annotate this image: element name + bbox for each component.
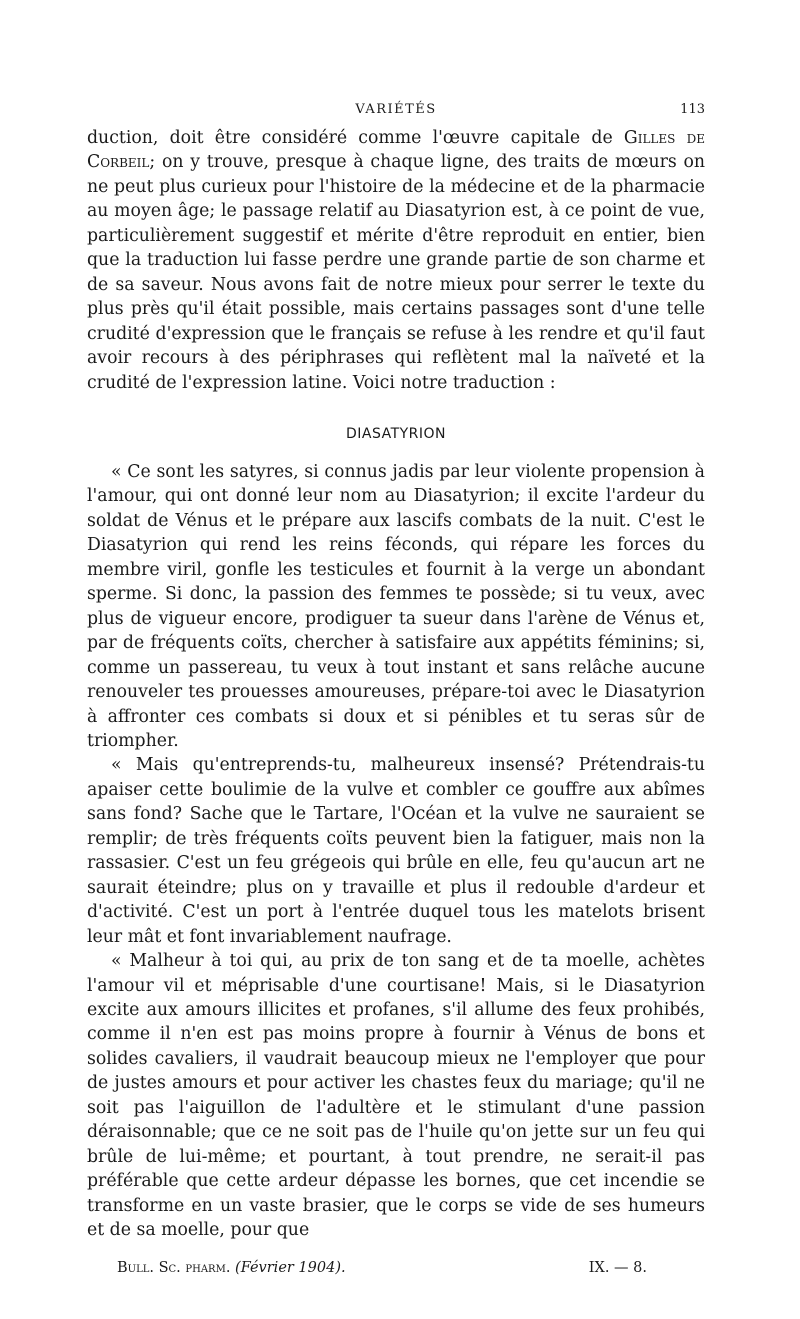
intro-text-before: duction, doit être considéré comme l'œuvre capitale de bbox=[87, 128, 624, 148]
journal-abbrev: Bull. Sc. pharm. bbox=[117, 1260, 231, 1276]
intro-text-after: ; on y trouve, presque à chaque ligne, des traits de mœurs on ne peut plus curieux pour l'histoire de la médecine et de la pharmacie au moyen âge; le passage relatif au Diasatyrion est, à ce point de vue, particulièrement suggestif et mérite d'être reproduit en entier, bien que la traduction lui fasse perdre une grande partie de son charme et de sa saveur. Nous avons fait de notre mieux pour serrer le texte du plus près qu'il était possible, mais certains passages sont d'une telle crudité d'expression que le français se refuse à les rendre et qu'il faut avoir recours à des périphrases qui reflètent mal la naïveté et la crudité de l'expression latine. Voici notre traduction : bbox=[87, 152, 705, 393]
section-heading: DIASATYRION bbox=[345, 426, 447, 442]
quote-paragraph: « Ce sont les satyres, si connus jadis par leur violente propension à l'amour, qui ont donné leur nom au Diasatyrion; il excite l'ardeur du soldat de Vénus et le prépare aux lascifs combats de la nuit. C'est le Diasatyrion qui rend les reins féconds, qui répare les forces du membre viril, gonfle les testicules et fournit à la verge un abondant sperme. Si donc, la passion des femmes te possède; si tu veux, avec plus de vigueur encore, prodiguer ta sueur dans l'arène de Vénus et, par de fréquents coïts, chercher à satisfaire aux appétits féminins; si, comme un passereau, tu veux à tout instant et sans relâche aucune renouveler tes prouesses amoureuses, prépare-toi avec le Diasatyrion à affronter ces combats si doux et si pénibles et tu seras sûr de triompher. bbox=[87, 462, 705, 751]
intro-paragraph bbox=[87, 126, 705, 395]
footer-citation bbox=[117, 1260, 346, 1276]
issue-date: (Février 1904). bbox=[235, 1260, 346, 1276]
quoted-translation bbox=[87, 460, 705, 1243]
quote-paragraph: « Malheur à toi qui, au prix de ton sang et de ta moelle, achètes l'amour vil et méprisable d'une courtisane! Mais, si le Diasatyrion excite aux amours illicites et profanes, s'il allume des feux prohibés, comme il n'en est pas moins propre à fournir à Vénus de bons et solides cavaliers, il vaudrait beaucoup mieux ne l'employer que pour de justes amours et pour activer les chastes feux du mariage; qu'il ne soit pas l'aiguillon de l'adultère et le stimulant d'une passion déraisonnable; que ce ne soit pas de l'huile qu'on jette sur un feu qui brûle de lui-même; et pourtant, à tout prendre, ne serait-il pas préférable que cette ardeur dépasse les bornes, que cet incendie se transforme en un vaste brasier, que le corps se vide de ses humeurs et de sa moelle, pour que bbox=[87, 951, 705, 1241]
page-footer bbox=[87, 1260, 705, 1282]
page-number: 113 bbox=[680, 102, 705, 117]
running-title: VARIÉTÉS bbox=[355, 102, 437, 117]
quote-paragraph: « Mais qu'entreprends-tu, malheureux insensé? Prétendrais-tu apaiser cette boulimie de la vulve et combler ce gouffre aux abîmes sans fond? Sache que le Tartare, l'Océan et la vulve ne sauraient se remplir; de très fréquents coïts peuvent bien la fatiguer, mais non la rassasier. C'est un feu grégeois qui brûle en elle, feu qu'aucun art ne saurait éteindre; plus on y travaille et plus il redouble d'ardeur et d'activité. C'est un port à l'entrée duquel tous les matelots brisent leur mât et font invariablement naufrage. bbox=[87, 755, 705, 947]
volume-issue: IX. — 8. bbox=[588, 1260, 647, 1276]
running-header bbox=[87, 100, 705, 122]
author-name: Gilles de Corbeil bbox=[87, 128, 705, 173]
